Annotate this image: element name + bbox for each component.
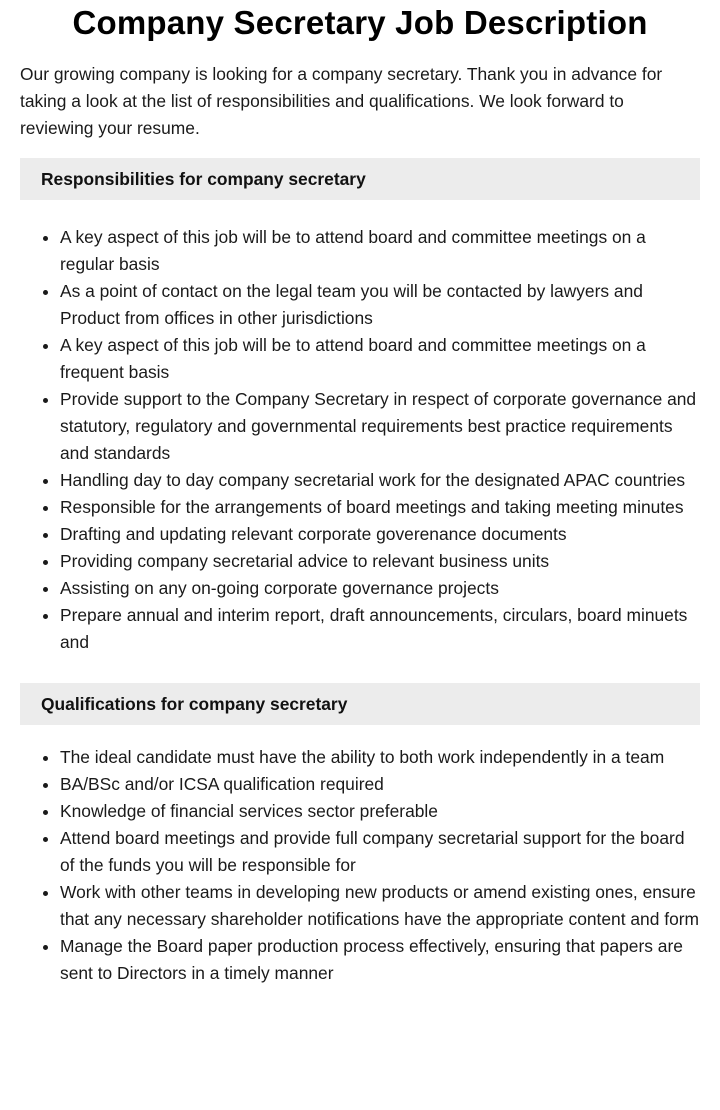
list-item: • Handling day to day company secretarial work for the designated APAC countries bbox=[60, 467, 700, 494]
list-item: • Assisting on any on-going corporate governance projects bbox=[60, 575, 700, 602]
list-item: • BA/BSc and/or ICSA qualification required bbox=[60, 771, 700, 798]
qualifications-list bbox=[20, 744, 700, 987]
responsibilities-heading: Responsibilities for company secretary bbox=[20, 158, 700, 200]
list-item: • Manage the Board paper production process effectively, ensuring that papers are sent to Directors in a timely manner bbox=[60, 933, 700, 987]
list-item: • The ideal candidate must have the ability to both work independently in a team bbox=[60, 744, 700, 771]
qualifications-heading: Qualifications for company secretary bbox=[20, 683, 700, 725]
list-item: • Provide support to the Company Secretary in respect of corporate governance and statutory, regulatory and governmental requirements best practice requirements and standards bbox=[60, 386, 700, 467]
responsibilities-list bbox=[20, 224, 700, 656]
list-item: • A key aspect of this job will be to attend board and committee meetings on a regular basis bbox=[60, 224, 700, 278]
list-item: • A key aspect of this job will be to attend board and committee meetings on a frequent basis bbox=[60, 332, 700, 386]
intro-paragraph: Our growing company is looking for a company secretary. Thank you in advance for taking a look at the list of responsibilities and qualifications. We look forward to reviewing your resume. bbox=[20, 64, 663, 138]
list-item: • Responsible for the arrangements of board meetings and taking meeting minutes bbox=[60, 494, 700, 521]
list-item: • Providing company secretarial advice to relevant business units bbox=[60, 548, 700, 575]
list-item: • Attend board meetings and provide full company secretarial support for the board of the funds you will be responsible for bbox=[60, 825, 700, 879]
list-item: • As a point of contact on the legal team you will be contacted by lawyers and Product from offices in other jurisdictions bbox=[60, 278, 700, 332]
list-item: • Knowledge of financial services sector preferable bbox=[60, 798, 700, 825]
page-title: Company Secretary Job Description bbox=[72, 4, 648, 41]
list-item: • Drafting and updating relevant corporate goverenance documents bbox=[60, 521, 700, 548]
list-item: • Prepare annual and interim report, draft announcements, circulars, board minuets and bbox=[60, 602, 700, 656]
list-item: • Work with other teams in developing new products or amend existing ones, ensure that any necessary shareholder notifications have the appropriate content and form bbox=[60, 879, 700, 933]
